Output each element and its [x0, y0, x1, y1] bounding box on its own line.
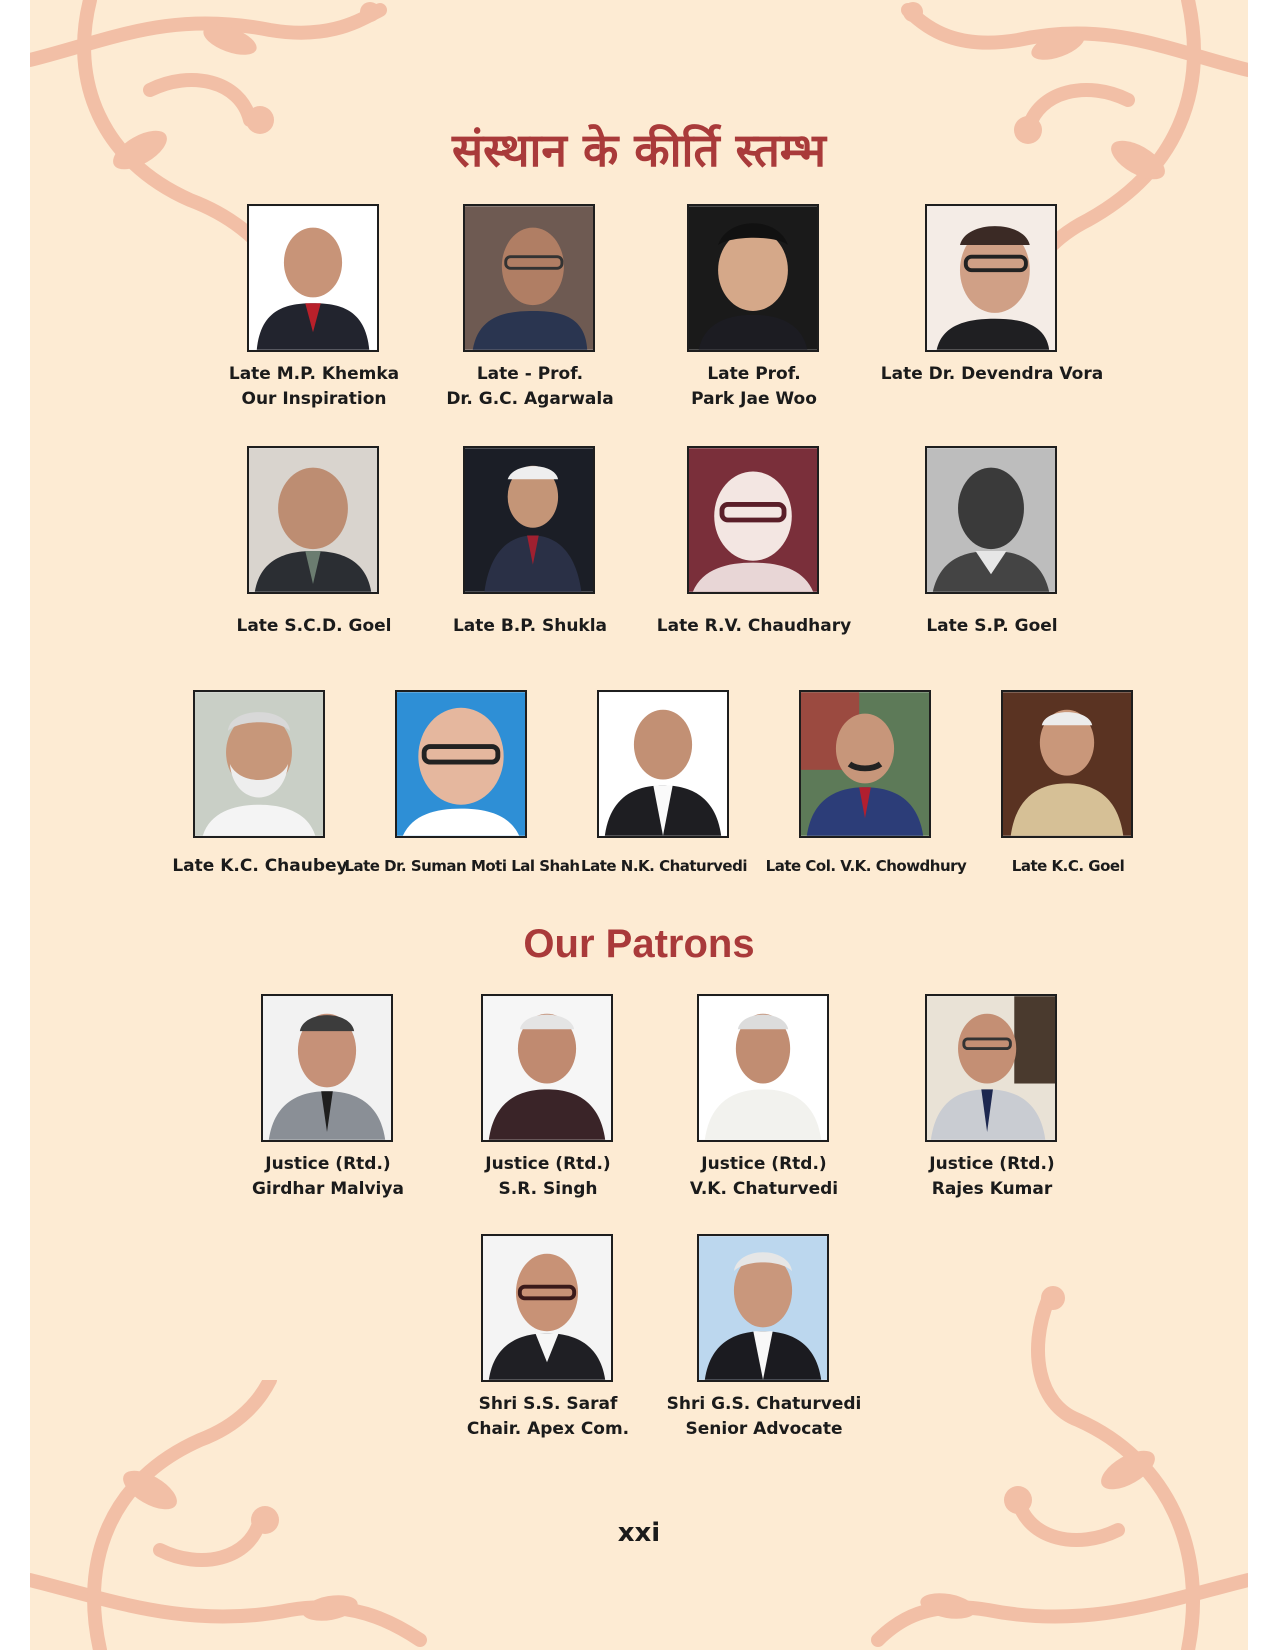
- portrait-photo: [687, 204, 819, 352]
- heading-hindi: संस्थान के कीर्ति स्तम्भ: [452, 123, 826, 177]
- patron-name: Girdhar Malviya: [252, 1179, 404, 1199]
- portrait-image: [689, 206, 817, 350]
- person-name: Late Dr. Suman Moti Lal Shah: [344, 857, 580, 875]
- portrait-image: [699, 996, 827, 1140]
- portrait-photo: [247, 446, 379, 594]
- portrait-photo: [1001, 690, 1133, 838]
- person-name: Late - Prof.: [476, 364, 584, 384]
- portrait-image: [483, 1236, 611, 1380]
- patron-name: V.K. Chaturvedi: [689, 1179, 839, 1199]
- patron-name: Rajes Kumar: [931, 1179, 1053, 1199]
- portrait-image: [599, 692, 727, 836]
- portrait-photo: [481, 1234, 613, 1382]
- portrait-image: [465, 206, 593, 350]
- portrait-image: [801, 692, 929, 836]
- person-name: Late S.P. Goel: [926, 616, 1058, 636]
- person-title: Park Jae Woo: [691, 389, 817, 409]
- person-name: Late R.V. Chaudhary: [656, 616, 852, 636]
- portrait-photo: [193, 690, 325, 838]
- person-title: Our Inspiration: [241, 389, 387, 409]
- portrait-photo: [261, 994, 393, 1142]
- portrait-image: [1003, 692, 1131, 836]
- portrait-photo: [925, 204, 1057, 352]
- floral-ornament-bottom-left: [30, 1380, 430, 1650]
- portrait-image: [249, 206, 377, 350]
- portrait-image: [483, 996, 611, 1140]
- portrait-image: [927, 448, 1055, 592]
- person-name: Late N.K. Chaturvedi: [581, 857, 747, 875]
- portrait-photo: [687, 446, 819, 594]
- portrait-image: [465, 448, 593, 592]
- patron-name: S.R. Singh: [498, 1179, 598, 1199]
- portrait-image: [195, 692, 323, 836]
- patron-title: Chair. Apex Com.: [466, 1419, 630, 1439]
- patron-title: Justice (Rtd.): [701, 1154, 827, 1174]
- page: [30, 0, 1248, 1650]
- portrait-photo: [697, 1234, 829, 1382]
- portrait-photo: [395, 690, 527, 838]
- patron-title: Senior Advocate: [685, 1419, 843, 1439]
- person-name: Late B.P. Shukla: [452, 616, 608, 636]
- portrait-photo: [799, 690, 931, 838]
- portrait-image: [927, 206, 1055, 350]
- portrait-image: [699, 1236, 827, 1380]
- portrait-photo: [481, 994, 613, 1142]
- patron-name: Shri G.S. Chaturvedi: [666, 1394, 862, 1414]
- patron-title: Justice (Rtd.): [929, 1154, 1055, 1174]
- person-name: Late Col. V.K. Chowdhury: [765, 857, 967, 875]
- patron-title: Justice (Rtd.): [265, 1154, 391, 1174]
- floral-ornament-bottom-right: [868, 1270, 1248, 1650]
- portrait-photo: [925, 446, 1057, 594]
- person-name: Late S.C.D. Goel: [236, 616, 392, 636]
- portrait-photo: [697, 994, 829, 1142]
- portrait-image: [263, 996, 391, 1140]
- portrait-photo: [463, 204, 595, 352]
- patron-name: Shri S.S. Saraf: [478, 1394, 618, 1414]
- person-name: Late K.C. Goel: [1011, 857, 1125, 875]
- person-name: Late K.C. Chaubey: [172, 856, 348, 876]
- person-name: Late M.P. Khemka: [228, 364, 400, 384]
- person-name: Late Dr. Devendra Vora: [880, 364, 1104, 384]
- portrait-image: [689, 448, 817, 592]
- person-name: Late Prof.: [707, 364, 801, 384]
- portrait-photo: [463, 446, 595, 594]
- portrait-image: [927, 996, 1055, 1140]
- patron-title: Justice (Rtd.): [485, 1154, 611, 1174]
- portrait-photo: [925, 994, 1057, 1142]
- portrait-photo: [247, 204, 379, 352]
- page-number: xxi: [617, 1518, 661, 1548]
- person-title: Dr. G.C. Agarwala: [446, 389, 614, 409]
- portrait-image: [397, 692, 525, 836]
- heading-patrons: Our Patrons: [523, 922, 755, 966]
- portrait-image: [249, 448, 377, 592]
- portrait-photo: [597, 690, 729, 838]
